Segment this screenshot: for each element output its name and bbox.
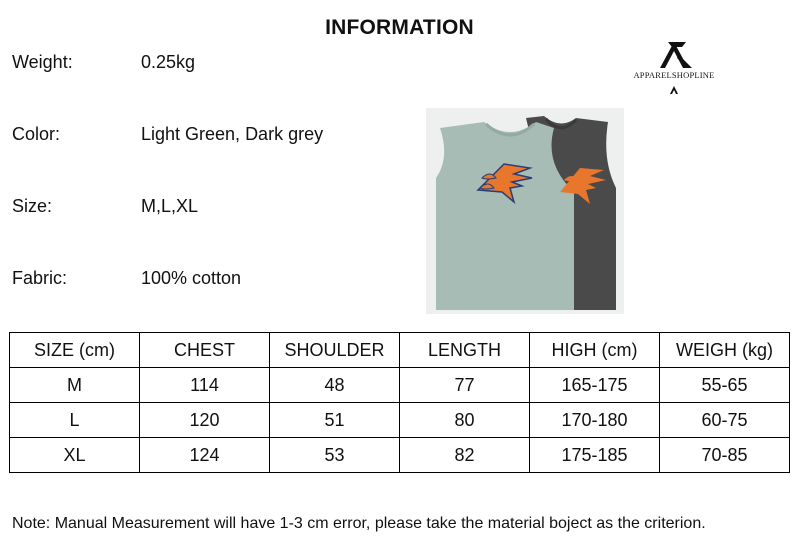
table-cell: 124 [140,438,270,473]
color-label: Color: [12,124,61,144]
header-cell: CHEST [140,333,270,368]
product-photo [426,108,624,314]
page-title: INFORMATION [325,16,474,39]
table-cell: 55-65 [660,368,790,403]
table-header-row [10,333,790,368]
header-cell: WEIGH (kg) [660,333,790,368]
size-chart-table [9,332,790,473]
table-cell: 70-85 [660,438,790,473]
table-cell: 175-185 [530,438,660,473]
brand-small-mark-icon [624,82,724,96]
table-cell: 120 [140,403,270,438]
weight-value: 0.25kg [141,52,196,72]
table-cell: 77 [400,368,530,403]
table-cell: 80 [400,403,530,438]
measurement-note: Note: Manual Measurement will have 1-3 cm error, please take the material boject as the criterion. [12,515,706,532]
brand-logo [624,38,724,96]
table-cell: 82 [400,438,530,473]
brand-mark-icon [624,38,724,70]
table-cell: 53 [270,438,400,473]
table-cell: 165-175 [530,368,660,403]
weight-label: Weight: [12,52,73,72]
header-cell: SHOULDER [270,333,400,368]
table-row [10,403,790,438]
fabric-label: Fabric: [12,268,68,288]
table-cell: L [10,403,140,438]
table-row [10,438,790,473]
table-cell: 114 [140,368,270,403]
fabric-value: 100% cotton [141,268,242,288]
table-cell: XL [10,438,140,473]
table-cell: 170-180 [530,403,660,438]
color-value: Light Green, Dark grey [141,124,324,144]
header-cell: HIGH (cm) [530,333,660,368]
table-cell: M [10,368,140,403]
header-cell: LENGTH [400,333,530,368]
table-cell: 48 [270,368,400,403]
table-cell: 60-75 [660,403,790,438]
table-cell: 51 [270,403,400,438]
table-row [10,368,790,403]
size-value: M,L,XL [141,196,199,216]
header-cell: SIZE (cm) [10,333,140,368]
size-label: Size: [12,196,53,216]
tank-tops-illustration [426,108,624,314]
brand-name: APPARELSHOPLINE [633,70,715,80]
